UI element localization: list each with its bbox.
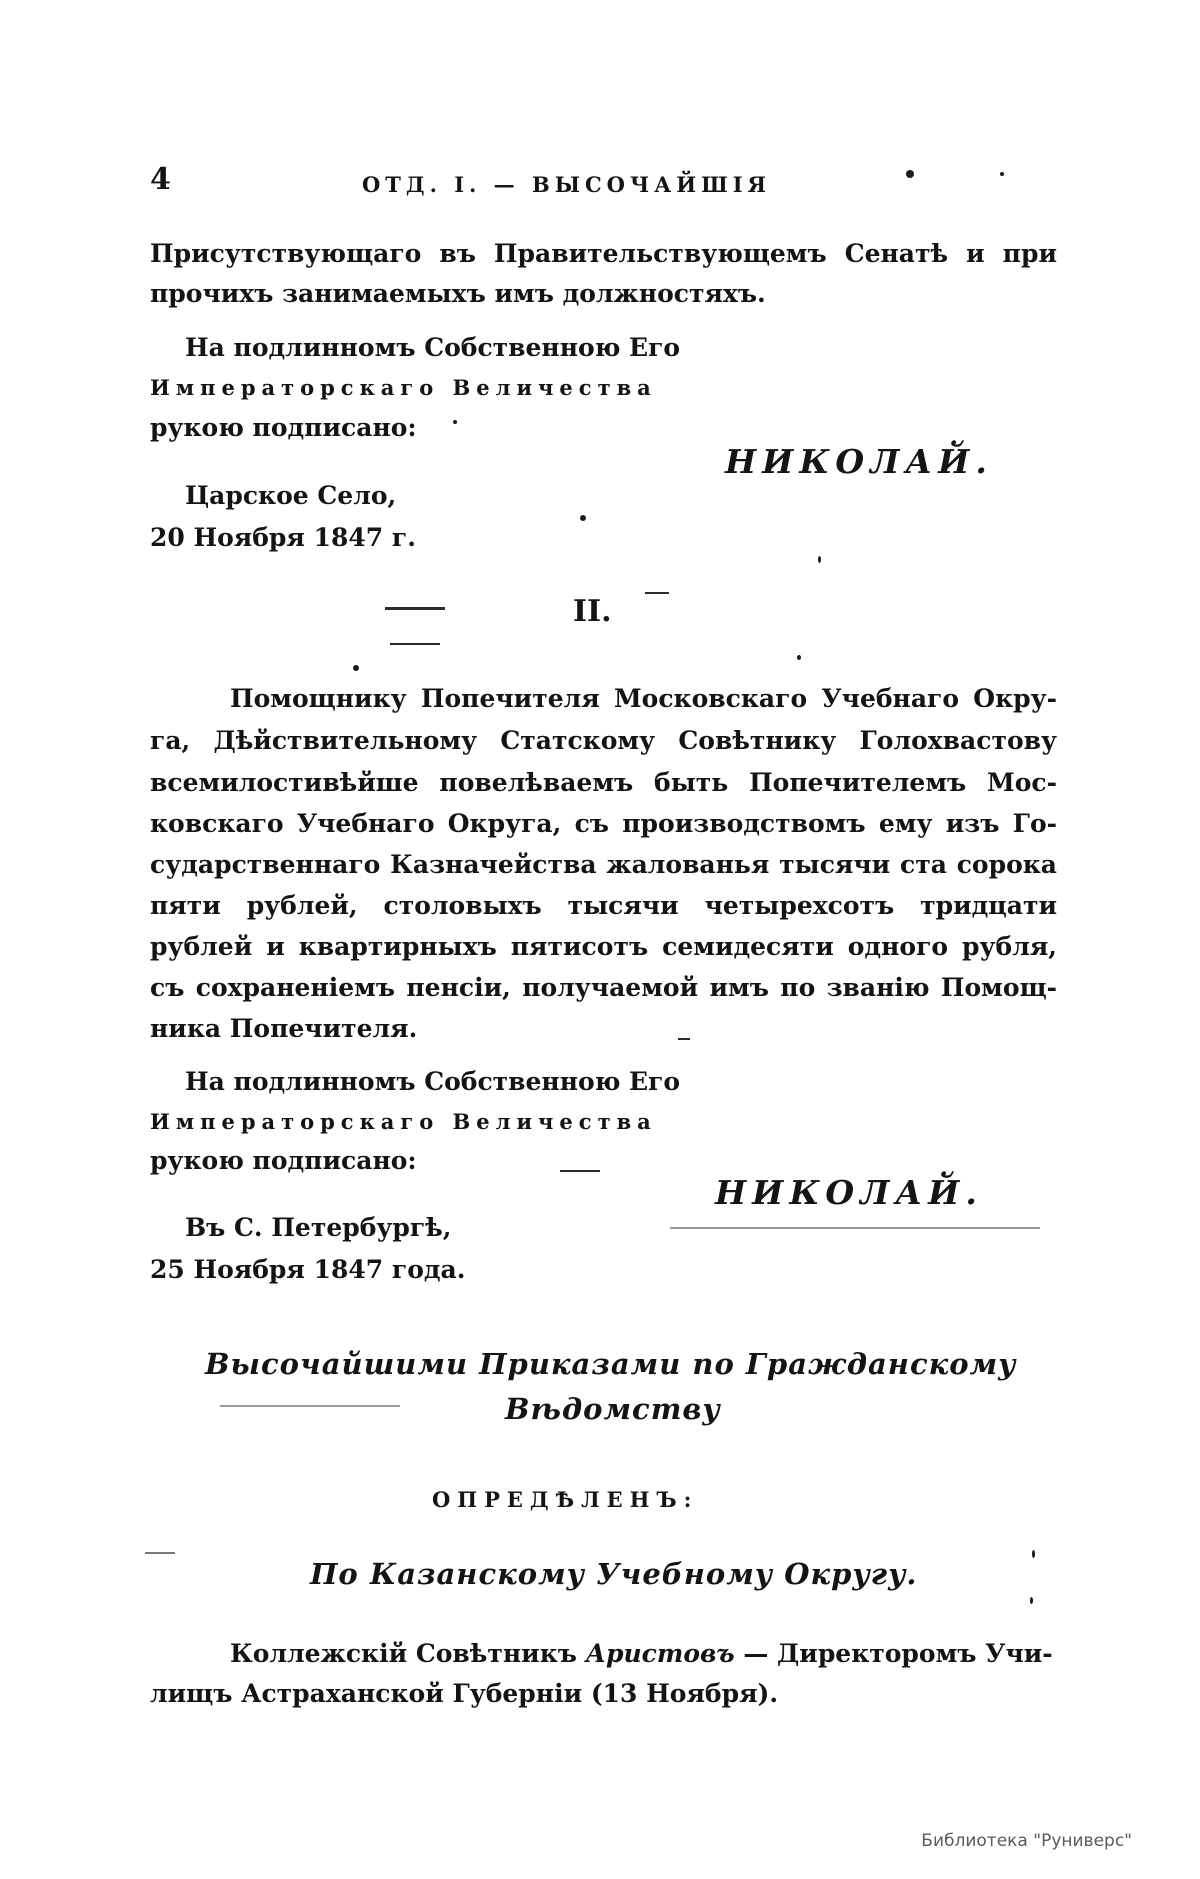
decree2-line-6: пяти рублей, столовыхъ тысячи четырехсотъ тридцати [150,891,1057,920]
scan-speck [385,607,445,610]
scan-speck [670,1227,1040,1229]
decree2-place: Въ С. Петербургѣ, [185,1213,452,1242]
scan-speck [560,1170,600,1172]
decree2-line-9: ника Попечителя. [150,1014,418,1043]
scan-speck [678,1038,690,1040]
page-number: 4 [150,162,171,197]
scan-speck [797,655,801,660]
district-heading: По Казанскому Учебному Округу. [310,1557,918,1591]
orders-heading-2: Вѣдомству [505,1392,721,1426]
decree2-line-1: Помощнику Попечителя Московскаго Учебнаго Окру- [230,684,1057,713]
scan-speck [353,665,359,671]
appointed-heading: ОПРЕДѢЛЕНЪ: [432,1487,699,1512]
decree2-line-7: рублей и квартирныхъ пятисотъ семидесяти одного рубля, [150,932,1057,961]
decree2-line-2: га, Дѣйствительному Статскому Совѣтнику Голохвастову [150,726,1057,755]
running-header: ОТД. I. — ВЫСОЧАЙШІЯ [362,172,772,197]
scan-speck [453,420,457,424]
decree2-line-4: ковскаго Учебнаго Округа, съ производствомъ ему изъ Го- [150,809,1057,838]
entry-prefix: Коллежскій Совѣтникъ [230,1639,577,1668]
decree1-line-2: прочихъ занимаемыхъ имъ должностяхъ. [150,279,766,308]
orders-heading: Высочайшими Приказами по Гражданскому [205,1347,1017,1381]
scan-speck [220,1405,400,1407]
entry-suffix: — Директоромъ Учи- [743,1639,1053,1668]
decree2-date: 25 Ноября 1847 года. [150,1255,466,1284]
scan-speck [818,556,821,563]
scan-speck [145,1552,175,1554]
decree2-original-1: На подлинномъ Собственною Его [185,1067,681,1096]
scan-speck [645,592,669,594]
scan-speck [1032,1550,1035,1558]
scan-speck [1030,1597,1033,1604]
decree1-original-2: Императорскаго Величества [150,375,657,400]
scan-speck [390,643,440,645]
scan-speck [580,515,586,521]
section-number: II. [573,594,612,629]
decree2-original-3: рукою подписано: [150,1146,417,1175]
decree2-line-8: съ сохраненіемъ пенсіи, получаемой имъ по званію Помощ- [150,973,1057,1002]
entry-name: Аристовъ [585,1639,735,1668]
decree1-line-1: Присутствующаго въ Правительствующемъ Сенатѣ и при [150,239,1057,268]
library-watermark: Библиотека "Руниверс" [921,1831,1132,1851]
decree1-date: 20 Ноября 1847 г. [150,523,416,552]
decree1-place: Царское Село, [185,481,397,510]
decree1-original-3: рукою подписано: [150,413,417,442]
decree1-original-1: На подлинномъ Собственною Его [185,333,681,362]
decree2-original-2: Императорскаго Величества [150,1109,657,1134]
decree1-signature: НИКОЛАЙ. [725,442,993,481]
scan-speck [906,170,914,178]
appointment-entry-line-2: лищъ Астраханской Губерніи (13 Ноября). [150,1679,779,1708]
scan-speck [1000,172,1004,176]
appointment-entry [230,1636,1053,1672]
decree2-line-3: всемилостивѣйше повелѣваемъ быть Попечителемъ Мос- [150,768,1057,797]
decree2-signature: НИКОЛАЙ. [715,1173,983,1212]
decree2-line-5: сударственнаго Казначейства жалованья тысячи ста сорока [150,850,1057,879]
